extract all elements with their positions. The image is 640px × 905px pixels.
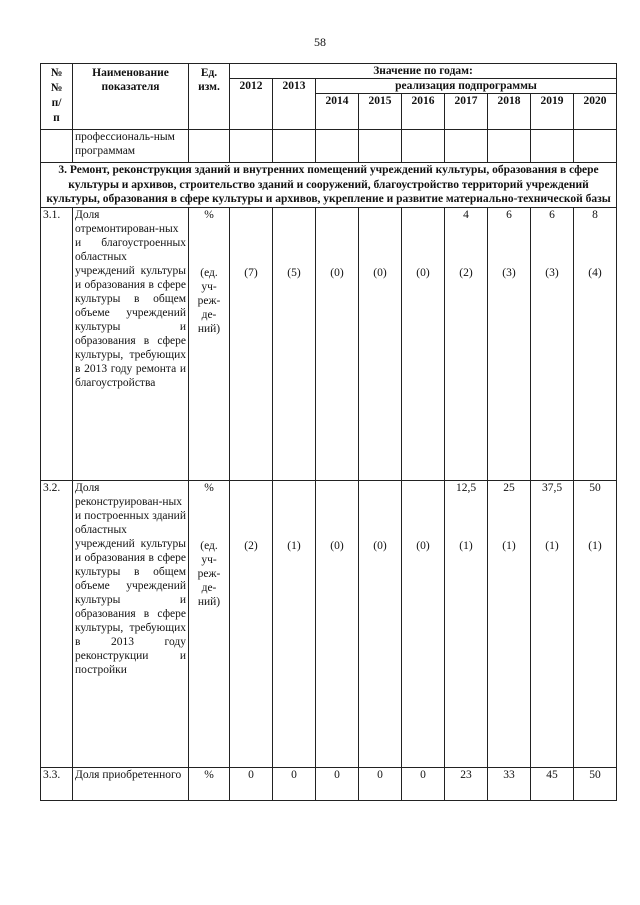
cell-value	[273, 207, 316, 480]
cell-value: 0	[359, 767, 402, 800]
cell-value	[359, 480, 402, 767]
cell-value	[273, 130, 316, 163]
value-percent	[275, 481, 313, 495]
value-percent: 6	[549, 208, 555, 221]
value-percent: 8	[592, 208, 598, 221]
indicator-name: Доля отремонтирован-ных и благоустроенных областных учреждений культуры и образования в сфере культуры в общем объеме учреждений культуры и образования в сфере культуры, требующих в 2013 году ремонта и благоустройства	[73, 207, 189, 480]
cell-value	[574, 207, 617, 480]
value-count: (5)	[287, 266, 301, 279]
unit-institutions: (ед. уч-реж-де-ний)	[197, 266, 221, 335]
value-count: (3)	[502, 266, 516, 279]
value-count: (4)	[588, 266, 602, 279]
value-count: (0)	[373, 266, 387, 279]
value-count: (2)	[244, 539, 258, 552]
cell-no	[41, 130, 73, 163]
cell-value	[230, 480, 273, 767]
cell-value: 0	[230, 767, 273, 800]
value-count: (3)	[545, 266, 559, 279]
value-count: (1)	[545, 539, 559, 552]
row-number: 3.3.	[41, 767, 73, 800]
header-year: 2015	[359, 94, 402, 130]
header-number	[41, 64, 73, 130]
cell-value	[531, 130, 574, 163]
cell-unit	[189, 480, 230, 767]
value-percent	[404, 481, 442, 495]
header-number-line: №	[50, 67, 63, 79]
cell-value: 0	[316, 767, 359, 800]
header-year: 2020	[574, 94, 617, 130]
header-year: 2016	[402, 94, 445, 130]
cell-value	[488, 207, 531, 480]
indicator-name: профессиональ-ным программам	[73, 130, 189, 163]
value-count: (1)	[459, 539, 473, 552]
cell-value	[488, 130, 531, 163]
cell-value	[230, 207, 273, 480]
value-percent: 4	[463, 208, 469, 221]
page-number: 58	[314, 35, 326, 49]
indicator-name: Доля реконструирован-ных и построенных зданий областных учреждений культуры и образования в сфере культуры в общем объеме учреждений культуры и образования в сфере культуры, требующих в 2013 году реконструкции и постройки	[73, 480, 189, 767]
cell-value: 33	[488, 767, 531, 800]
table-row	[41, 767, 617, 800]
cell-value: 50	[574, 767, 617, 800]
unit-institutions: (ед. уч-реж-де-ний)	[197, 539, 221, 608]
cell-value	[316, 130, 359, 163]
cell-unit	[189, 130, 230, 163]
cell-value	[531, 480, 574, 767]
value-percent: 12,5	[455, 481, 477, 494]
cell-value	[445, 480, 488, 767]
value-percent: 37,5	[541, 481, 563, 494]
header-number-line: п	[53, 112, 60, 124]
header-year: 2017	[445, 94, 488, 130]
cell-value	[574, 480, 617, 767]
value-percent	[361, 481, 399, 495]
section-row	[41, 163, 617, 208]
cell-value	[488, 480, 531, 767]
header-number-line: №	[50, 82, 63, 94]
value-count: (2)	[459, 266, 473, 279]
value-count: (0)	[416, 266, 430, 279]
cell-value	[402, 130, 445, 163]
value-count: (0)	[330, 266, 344, 279]
unit-percent: %	[204, 481, 214, 494]
table-row	[41, 480, 617, 767]
cell-value	[316, 480, 359, 767]
header-name: Наименование показателя	[73, 64, 189, 130]
value-count: (0)	[373, 539, 387, 552]
header-year: 2018	[488, 94, 531, 130]
cell-value	[359, 130, 402, 163]
header-year: 2013	[273, 79, 316, 130]
cell-value	[230, 130, 273, 163]
value-count: (1)	[502, 539, 516, 552]
value-percent	[275, 208, 313, 222]
value-percent	[318, 481, 356, 495]
cell-unit: %	[189, 767, 230, 800]
value-count: (1)	[588, 539, 602, 552]
unit-percent: %	[204, 208, 214, 221]
value-percent	[361, 208, 399, 222]
value-count: (0)	[416, 539, 430, 552]
header-unit: Ед. изм.	[189, 64, 230, 130]
cell-value: 45	[531, 767, 574, 800]
indicator-name: Доля приобретенного	[73, 767, 189, 800]
value-count: (0)	[330, 539, 344, 552]
indicators-table	[40, 63, 617, 801]
cell-value: 0	[402, 767, 445, 800]
cell-value: 0	[273, 767, 316, 800]
header-year: 2019	[531, 94, 574, 130]
cell-value	[402, 207, 445, 480]
value-count: (1)	[287, 539, 301, 552]
table-row	[41, 130, 617, 163]
cell-value	[359, 207, 402, 480]
cell-value	[574, 130, 617, 163]
cell-value	[402, 480, 445, 767]
value-percent	[318, 208, 356, 222]
cell-value: 23	[445, 767, 488, 800]
cell-value	[445, 130, 488, 163]
value-percent	[404, 208, 442, 222]
section-title: 3. Ремонт, реконструкция зданий и внутренних помещений учреждений культуры, образования в сфере культуры и архивов, строительство зданий и сооружений, благоустройство территорий учреждений культуры, образования в сфере культуры и архивов, укрепление и развитие материально-технической базы	[41, 163, 617, 208]
header-year: 2012	[230, 79, 273, 130]
value-percent: 25	[503, 481, 515, 494]
value-percent	[232, 208, 270, 222]
header-year: 2014	[316, 94, 359, 130]
cell-value	[445, 207, 488, 480]
value-percent: 6	[506, 208, 512, 221]
cell-value	[316, 207, 359, 480]
table-row	[41, 207, 617, 480]
cell-unit	[189, 207, 230, 480]
value-percent: 50	[589, 481, 601, 494]
header-values-title: Значение по годам:	[230, 64, 617, 79]
header-realization-title: реализация подпрограммы	[316, 79, 617, 94]
cell-value	[531, 207, 574, 480]
row-number: 3.1.	[41, 207, 73, 480]
row-number: 3.2.	[41, 480, 73, 767]
cell-value	[273, 480, 316, 767]
value-count: (7)	[244, 266, 258, 279]
value-percent	[232, 481, 270, 495]
header-number-line: п/	[51, 97, 62, 109]
